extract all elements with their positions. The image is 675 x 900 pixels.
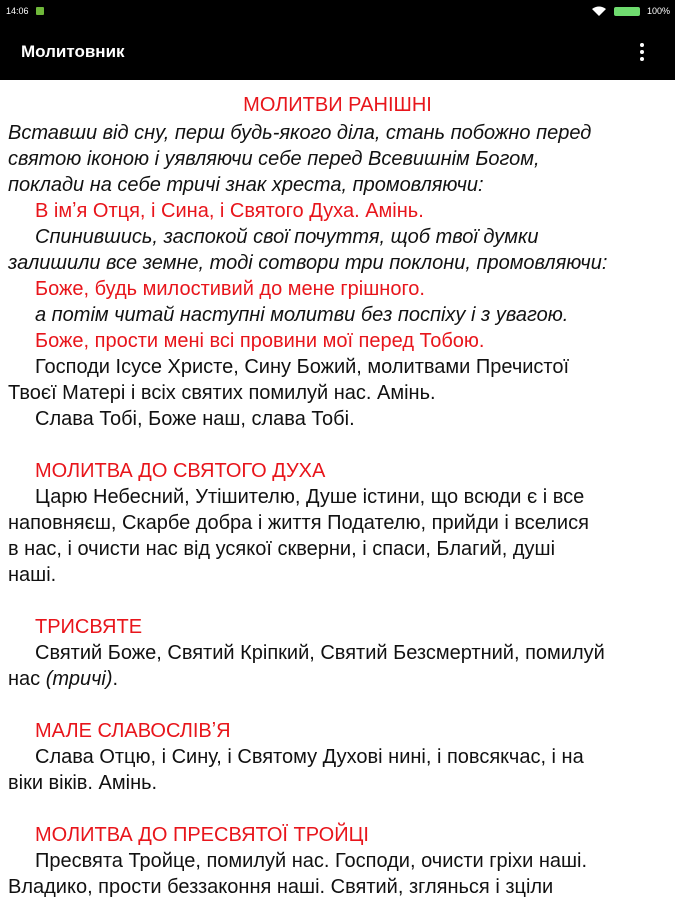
status-bar (0, 0, 675, 24)
battery-icon (614, 7, 640, 16)
status-time: 14:06 (6, 6, 29, 16)
prayer-text (0, 80, 675, 900)
italic-note: (тричі) (45, 668, 113, 690)
prayer-line: Пресвята Тройце, помилуй нас. Господи, очисти гріхи наші. (35, 850, 588, 872)
heading-trisagion: ТРИСВЯТЕ (35, 616, 143, 638)
prayer-line: наші. (8, 564, 57, 586)
app-title: Молитовник (21, 42, 125, 61)
prayer-line: віки віків. Амінь. (8, 772, 158, 794)
prayer-text-fragment: . (112, 668, 119, 690)
intro-line: Вставши від сну, перш будь-якого діла, стань побожно перед (8, 122, 592, 144)
intro-line: поклади на себе тричі знак хреста, промовляючи: (8, 174, 484, 196)
notification-icon (36, 7, 44, 15)
prayer-line: Слава Тобі, Боже наш, слава Тобі. (35, 408, 355, 430)
intro-line: святою іконою і уявляючи себе перед Всевишнім Богом, (8, 148, 540, 170)
prayer-line: Слава Отцю, і Сину, і Святому Духові нині, і повсякчас, і на (35, 746, 584, 768)
instruction-line: а потім читай наступні молитви без поспіху і з увагою. (35, 304, 569, 326)
prayer-line: Святий Боже, Святий Кріпкий, Святий Безсмертний, помилуй (35, 642, 605, 664)
prayer-line: Твоєї Матері і всіх святих помилуй нас. Амінь. (8, 382, 436, 404)
red-prayer-line: Боже, будь милостивий до мене грішного. (35, 278, 425, 300)
instruction-line: Спинившись, заспокой свої почуття, щоб твої думки (35, 226, 539, 248)
prayer-line: Царю Небесний, Утішителю, Душе істини, що всюди є і все (35, 486, 585, 508)
battery-percent: 100% (647, 6, 671, 16)
heading-holy-spirit: МОЛИТВА ДО СВЯТОГО ДУХА (35, 460, 326, 482)
prayer-line: в нас, і очисти нас від усякої скверни, і спаси, Благий, душі (8, 538, 556, 560)
more-vert-icon[interactable] (632, 40, 652, 64)
section-title: МОЛИТВИ РАНІШНІ (243, 94, 432, 116)
prayer-line: Господи Ісусе Христе, Сину Божий, молитвами Пречистої (35, 356, 570, 378)
prayer-line: наповняєш, Скарбе добра і життя Подателю, прийди і вселися (8, 512, 589, 534)
prayer-line (8, 666, 118, 692)
prayer-line: Владико, прости беззаконня наші. Святий, зглянься і зціли (8, 876, 554, 898)
prayer-text-fragment: нас (8, 668, 46, 690)
heading-doxology: МАЛЕ СЛАВОСЛІВʼЯ (35, 720, 231, 742)
heading-trinity: МОЛИТВА ДО ПРЕСВЯТОЇ ТРОЙЦІ (35, 824, 369, 846)
app-bar (0, 24, 675, 80)
red-prayer-line: В імʼя Отця, і Сина, і Святого Духа. Амінь. (35, 200, 424, 222)
red-prayer-line: Боже, прости мені всі провини мої перед Тобою. (35, 330, 485, 352)
instruction-line: залишили все земне, тоді сотвори три поклони, промовляючи: (8, 252, 608, 274)
wifi-icon (592, 6, 606, 16)
